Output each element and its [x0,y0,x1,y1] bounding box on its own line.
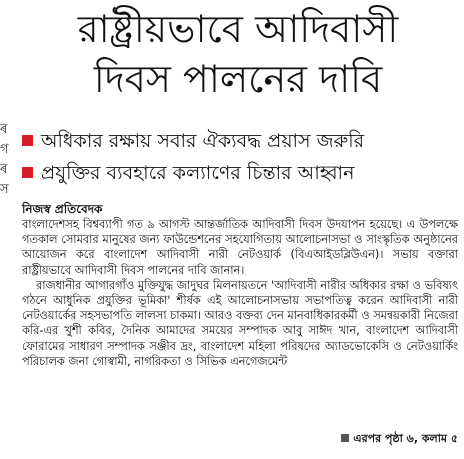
article-body [22,217,458,369]
edge-char: স [0,182,9,197]
edge-char: ৰ [0,162,8,177]
red-square-bullet-icon [22,135,33,146]
paragraph: রাজধানীর আগারগাঁও মুক্তিযুদ্ধ জাদুঘর মিলনায়তনে 'আদিবাসী নারীর অধিকার রক্ষা ও ভবিষ্যৎ গঠনে আধুনিক প্রযুক্তির ভূমিকা' শীর্ষক এই আলোচনাসভায় সভাপতিত্ব করেন আদিবাসী নারী নেটওয়ার্কের সহসভাপতি লালসা চাকমা। আরও বক্তব্য দেন মানবাধিকারকর্মী ও সমন্বয়কারী নিজেরা করি-এর খুশী কবির, দৈনিক আমাদের সময়ের সম্পাদক আবু সাঈদ খান, বাংলাদেশ আদিবাসী ফোরামের সাধারণ সম্পাদক সঞ্জীব দ্রং, বাংলাদেশ মহিলা পরিষদের অ্যাডভোকেসি ও নেটওয়ার্কিং পরিচালক জনা গোস্বামী, নাগরিকতা ও সিভিক এনগেজমেন্ট [22,278,458,368]
headline-line-2: দিবস পালনের দাবি [93,57,383,101]
edge-char: ৰ [0,122,8,137]
subheading-text: অধিকার রক্ষায় সবার ঐক্যবদ্ধ প্রয়াস জরুরি [41,130,365,152]
headline-line-1: রাষ্ট্রীয়ভাবে আদিবাসী [77,7,399,51]
continuation-text: এরপর পৃষ্ঠা ৬, কলাম ৫ [353,432,458,445]
headline [22,4,454,104]
subheading-1 [22,128,462,154]
continuation-note [341,430,458,449]
edge-char: গ [0,142,9,157]
paragraph: বাংলাদেশসহ বিশ্বব্যাপী গত ৯ আগস্ট আন্তর্জাতিক আদিবাসী দিবস উদযাপন হয়েছে। এ উপলক্ষে গতকাল সোমবার মানুষের জন্য ফাউন্ডেশনের সহযোগিতায় আলোচনাসভা ও সাংস্কৃতিক অনুষ্ঠানের আয়োজন করে বাংলাদেশ আদিবাসী নারী নেটওয়ার্ক (বিএআইডব্লিউএন)। সভায় বক্তারা রাষ্ট্রীয়ভাবে আদিবাসী দিবস পালনের দাবি জানান। [22,218,458,277]
red-square-bullet-icon [22,167,33,178]
subheading-2 [22,160,462,186]
subheading-text: প্রযুক্তির ব্যবহারে কল্যাণের চিন্তার আহ্বান [41,162,355,184]
byline: নিজস্ব প্রতিবেদক [22,202,103,216]
square-marker-icon [341,434,349,442]
adjacent-column-edge [0,120,8,200]
